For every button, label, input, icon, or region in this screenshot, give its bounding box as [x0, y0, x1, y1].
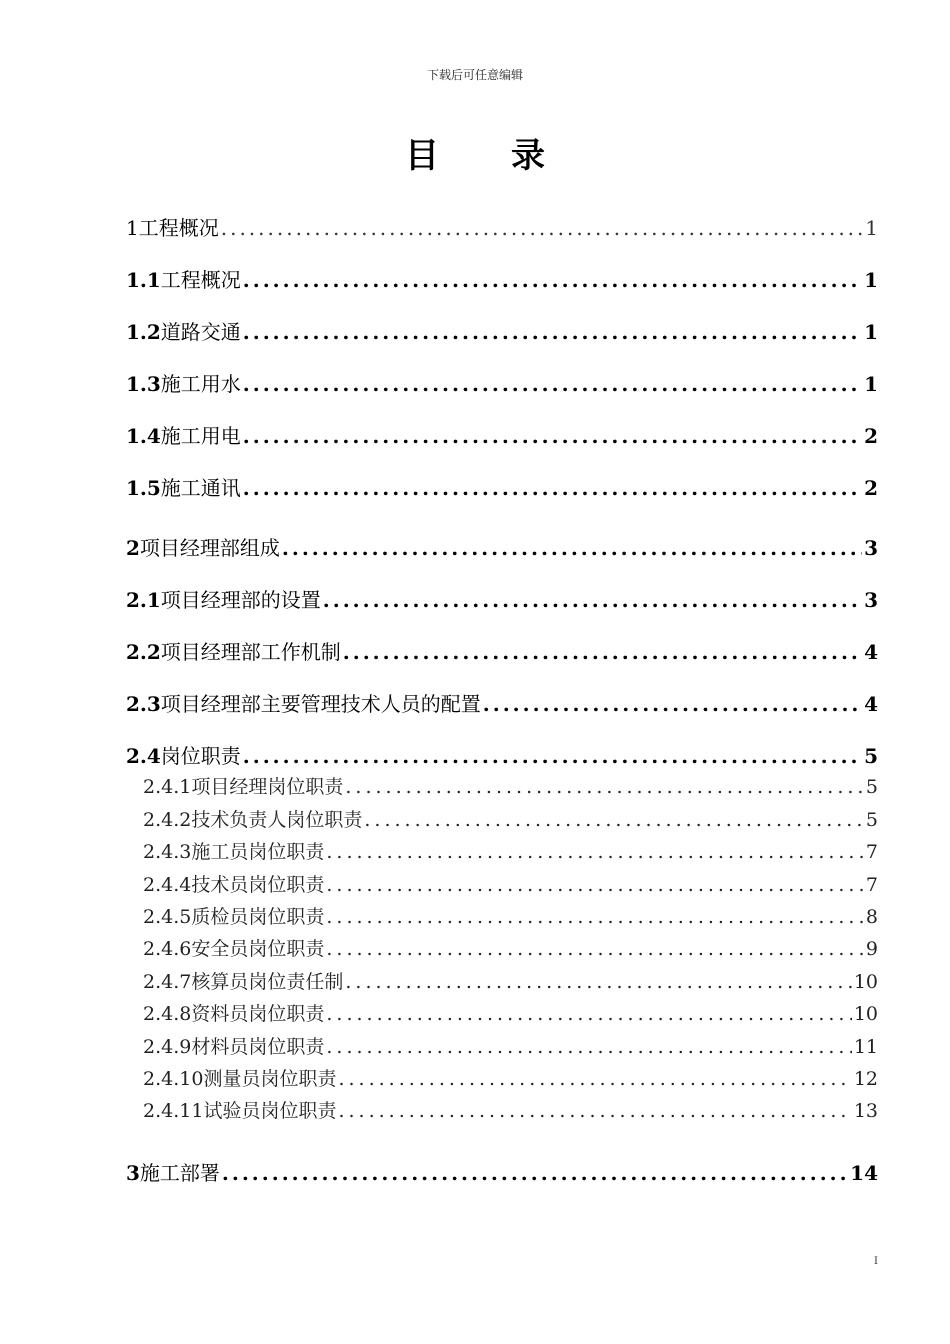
toc-title: 测量员岗位职责 [203, 1068, 337, 1090]
toc-number: 2.3 [126, 692, 161, 716]
toc-title: 资料员岗位职责 [191, 1003, 325, 1025]
toc-entry-2-4-6[interactable] [143, 934, 878, 961]
toc-number: 2.4.9 [143, 1036, 192, 1058]
toc-title: 项目经理部的设置 [160, 588, 321, 612]
toc-leader [326, 938, 864, 960]
toc-number: 1.4 [126, 424, 161, 448]
toc-leader [326, 1003, 851, 1025]
toc-entry-2-4-3[interactable] [143, 837, 878, 864]
toc-title: 安全员岗位职责 [191, 938, 325, 960]
toc-number: 2 [126, 536, 140, 560]
toc-entry-2-3[interactable] [126, 688, 878, 717]
toc-page: 3 [864, 536, 878, 560]
toc-title: 材料员岗位职责 [191, 1036, 325, 1058]
toc-page: 1 [864, 268, 878, 292]
toc-number: 2.4.1 [143, 776, 192, 798]
toc-page: 10 [853, 1003, 878, 1025]
toc-title: 试验员岗位职责 [203, 1100, 337, 1122]
toc-page: 5 [865, 776, 878, 798]
toc-number: 2.4.10 [143, 1068, 204, 1090]
toc-page: 7 [865, 841, 878, 863]
toc-leader [343, 640, 862, 664]
toc-entry-2-4-9[interactable] [143, 1032, 878, 1059]
toc-entry-2-4[interactable] [126, 740, 878, 769]
toc-number: 2.1 [126, 588, 161, 612]
toc-page: 9 [865, 938, 878, 960]
toc-title: 岗位职责 [160, 744, 241, 768]
toc-entry-3[interactable] [126, 1157, 878, 1186]
toc-number: 1.2 [126, 320, 161, 344]
toc-entry-1-4[interactable] [126, 420, 878, 449]
toc-title: 项目经理部工作机制 [160, 640, 341, 664]
toc-title: 技术员岗位职责 [191, 874, 325, 896]
toc-leader [221, 216, 864, 240]
toc-page: 8 [865, 906, 878, 928]
toc-number: 2.2 [126, 640, 161, 664]
toc-page: 1 [865, 216, 878, 240]
page-number-mark: I [874, 1256, 878, 1267]
toc-leader [345, 971, 851, 993]
toc-leader [338, 1068, 851, 1090]
toc-title: 技术负责人岗位职责 [191, 809, 363, 831]
toc-leader [243, 372, 862, 396]
toc-title: 项目经理岗位职责 [191, 776, 344, 798]
toc-title: 项目经理部主要管理技术人员的配置 [160, 692, 481, 716]
toc-page: 10 [853, 971, 878, 993]
toc-leader [323, 588, 862, 612]
toc-title: 施工用水 [160, 372, 241, 396]
toc-entry-1-3[interactable] [126, 368, 878, 397]
toc-entry-2-4-1[interactable] [143, 772, 878, 799]
toc-entry-1-1[interactable] [126, 264, 878, 293]
toc-leader [338, 1100, 851, 1122]
toc-page: 2 [864, 476, 878, 500]
toc-number: 2.4.11 [143, 1100, 204, 1122]
toc-entry-1-2[interactable] [126, 316, 878, 345]
toc-title: 施工员岗位职责 [191, 841, 325, 863]
toc-page: 2 [864, 424, 878, 448]
header-note: 下载后可任意编辑 [426, 68, 523, 82]
toc-page: 12 [853, 1068, 878, 1090]
toc-page: 7 [865, 874, 878, 896]
toc-entry-2-4-4[interactable] [143, 870, 878, 897]
toc-number: 1 [126, 216, 139, 240]
toc-title: 核算员岗位责任制 [191, 971, 344, 993]
toc-number: 2.4.3 [143, 841, 192, 863]
toc-title: 施工用电 [160, 424, 241, 448]
toc-page: 14 [850, 1161, 878, 1185]
toc-entry-2-4-7[interactable] [143, 967, 878, 994]
toc-entry-2[interactable] [126, 532, 878, 561]
toc-number: 1.5 [126, 476, 161, 500]
toc-page: 13 [853, 1100, 878, 1122]
toc-number: 2.4.6 [143, 938, 192, 960]
toc-leader [243, 320, 862, 344]
title-char-2: 录 [511, 136, 545, 176]
toc-entry-1-5[interactable] [126, 472, 878, 501]
toc-leader [326, 1036, 851, 1058]
toc-page: 5 [864, 744, 878, 768]
toc-leader [364, 809, 864, 831]
toc-number: 2.4.4 [143, 874, 192, 896]
toc-page: 4 [864, 692, 878, 716]
title-char-1: 目 [405, 136, 439, 176]
toc-page: 11 [853, 1036, 878, 1058]
toc-title: 工程概况 [160, 268, 241, 292]
toc-leader [345, 776, 864, 798]
toc-entry-2-4-10[interactable] [143, 1064, 878, 1091]
toc-number: 3 [126, 1161, 140, 1185]
toc-page: 1 [864, 320, 878, 344]
toc-number: 1.1 [126, 268, 161, 292]
toc-page: 5 [865, 809, 878, 831]
toc-leader [483, 692, 862, 716]
toc-page: 3 [864, 588, 878, 612]
toc-entry-2-4-8[interactable] [143, 999, 878, 1026]
toc-title: 施工部署 [139, 1161, 220, 1185]
toc-leader [326, 906, 864, 928]
toc-title: 工程概况 [138, 216, 219, 240]
toc-entry-2-4-5[interactable] [143, 902, 878, 929]
toc-leader [243, 268, 862, 292]
toc-number: 2.4.8 [143, 1003, 192, 1025]
toc-page: 4 [864, 640, 878, 664]
page-title [0, 128, 950, 177]
toc-entry-2-2[interactable] [126, 636, 878, 665]
toc-number: 2.4.2 [143, 809, 192, 831]
toc-number: 2.4.5 [143, 906, 192, 928]
toc-leader [243, 424, 862, 448]
toc-title: 项目经理部组成 [139, 536, 280, 560]
toc-number: 1.3 [126, 372, 161, 396]
toc-entry-2-1[interactable] [126, 584, 878, 613]
toc-entry-1[interactable] [126, 212, 878, 241]
toc-leader [243, 744, 862, 768]
toc-title: 道路交通 [160, 320, 241, 344]
toc-leader [282, 536, 862, 560]
toc-entry-2-4-2[interactable] [143, 805, 878, 832]
toc-number: 2.4.7 [143, 971, 192, 993]
toc-leader [326, 874, 864, 896]
toc-leader [326, 841, 864, 863]
toc-title: 施工通讯 [160, 476, 241, 500]
toc-entry-2-4-11[interactable] [143, 1096, 878, 1123]
toc-leader [222, 1161, 848, 1185]
toc-title: 质检员岗位职责 [191, 906, 325, 928]
toc-number: 2.4 [126, 744, 161, 768]
toc-leader [243, 476, 862, 500]
toc-page: 1 [864, 372, 878, 396]
